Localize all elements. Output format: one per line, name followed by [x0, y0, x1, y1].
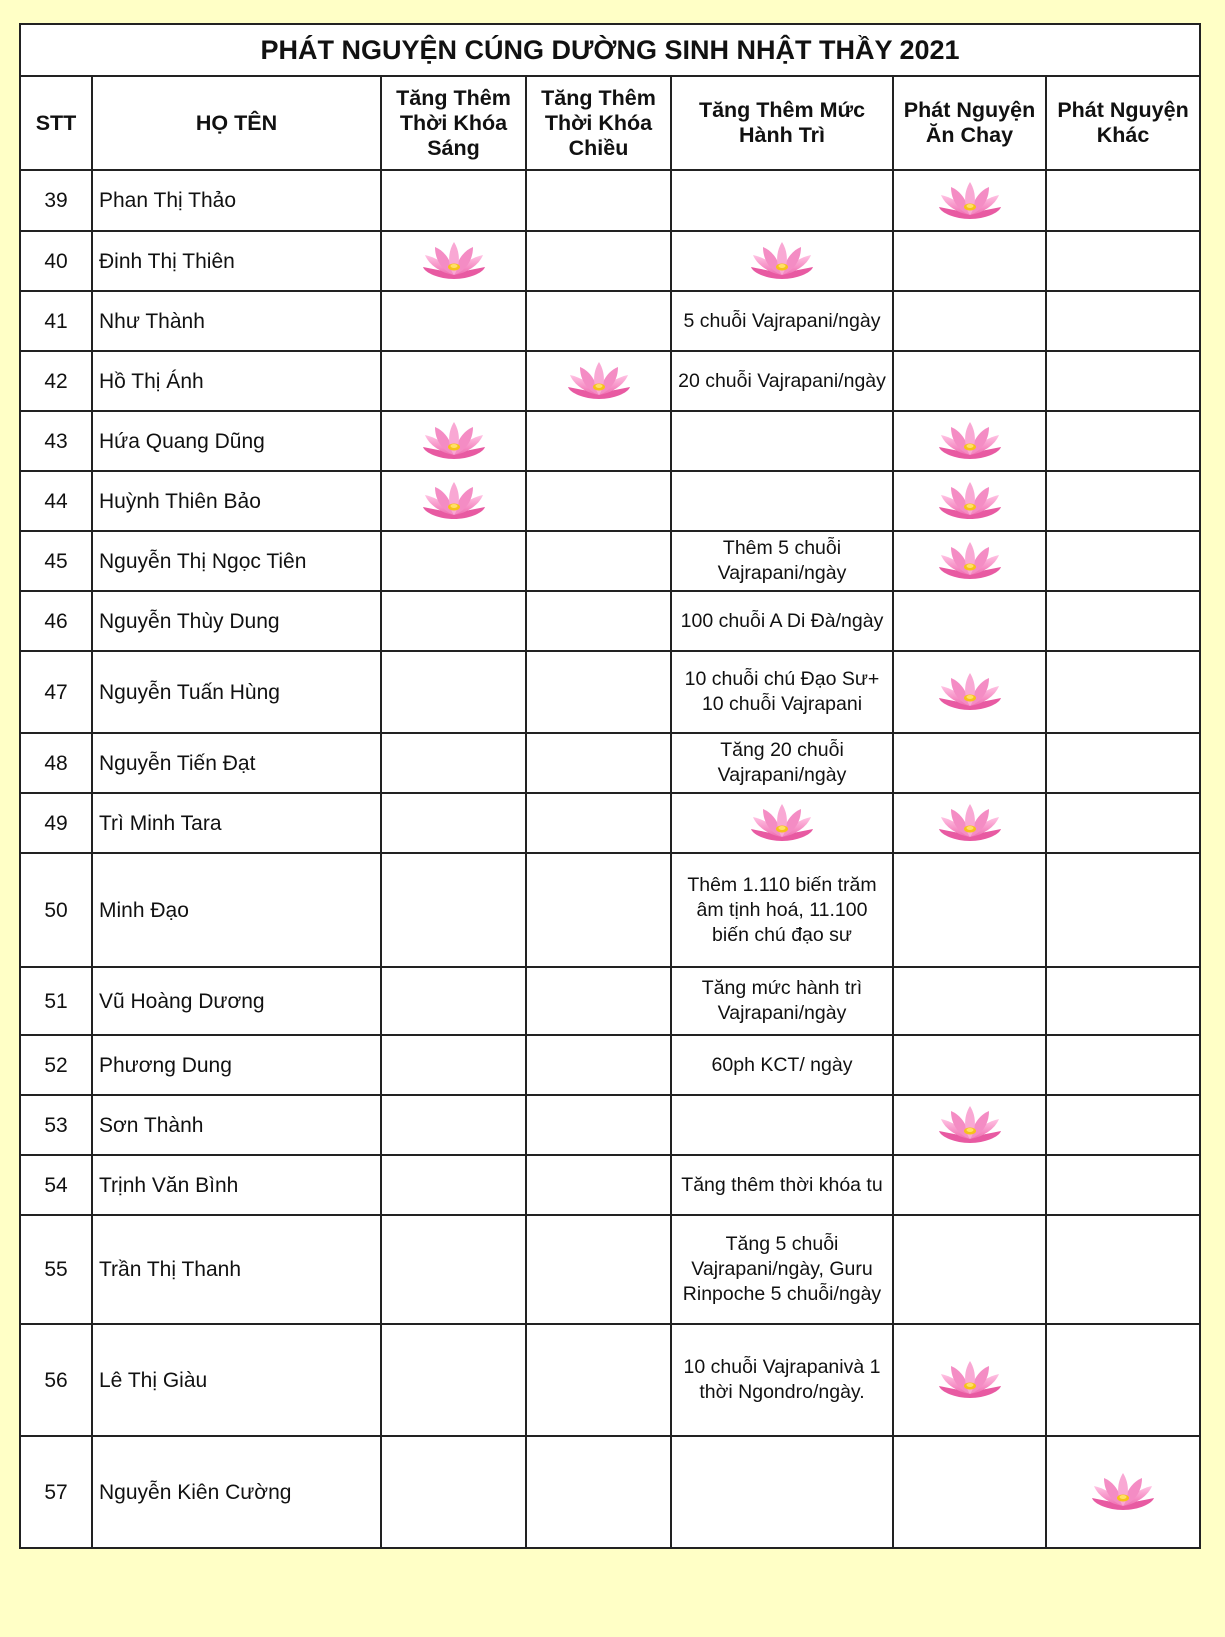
row-afternoon-cell: [526, 1215, 671, 1324]
row-morning-cell: [381, 1324, 526, 1436]
row-name: Lê Thị Giàu: [92, 1324, 381, 1436]
row-other-cell: [1046, 1095, 1200, 1155]
row-name: Trịnh Văn Bình: [92, 1155, 381, 1215]
table-row: [20, 1436, 1200, 1548]
table-title: PHÁT NGUYỆN CÚNG DƯỜNG SINH NHẬT THẦY 2021: [20, 24, 1200, 76]
row-vegetarian-cell: [893, 591, 1046, 651]
row-afternoon-cell: [526, 1095, 671, 1155]
row-other-cell: [1046, 170, 1200, 231]
row-name: Huỳnh Thiên Bảo: [92, 471, 381, 531]
row-afternoon-cell: [526, 853, 671, 967]
row-other-cell: [1046, 967, 1200, 1035]
header-stt: STT: [20, 76, 92, 170]
lotus-icon: [421, 479, 487, 523]
row-vegetarian-cell: [893, 1155, 1046, 1215]
row-other-cell: [1046, 1436, 1200, 1548]
row-afternoon-cell: [526, 967, 671, 1035]
row-other-cell: [1046, 1215, 1200, 1324]
table-row: [20, 531, 1200, 591]
row-other-cell: [1046, 1035, 1200, 1095]
row-vegetarian-cell: [893, 231, 1046, 291]
lotus-icon: [937, 1358, 1003, 1402]
row-practice-cell: 10 chuỗi chú Đạo Sư+ 10 chuỗi Vajrapani: [671, 651, 893, 733]
row-other-cell: [1046, 1324, 1200, 1436]
row-morning-cell: [381, 531, 526, 591]
table-row: [20, 1215, 1200, 1324]
lotus-icon: [1090, 1470, 1156, 1514]
row-morning-cell: [381, 471, 526, 531]
row-other-cell: [1046, 651, 1200, 733]
row-stt: 56: [20, 1324, 92, 1436]
lotus-icon: [749, 239, 815, 283]
row-afternoon-cell: [526, 291, 671, 351]
row-practice-cell: Tăng thêm thời khóa tu: [671, 1155, 893, 1215]
row-stt: 53: [20, 1095, 92, 1155]
table-row: [20, 1095, 1200, 1155]
lotus-icon: [421, 419, 487, 463]
lotus-icon: [937, 419, 1003, 463]
row-stt: 43: [20, 411, 92, 471]
row-name: Phương Dung: [92, 1035, 381, 1095]
row-name: Nguyễn Thị Ngọc Tiên: [92, 531, 381, 591]
row-morning-cell: [381, 231, 526, 291]
row-name: Vũ Hoàng Dương: [92, 967, 381, 1035]
row-practice-cell: 5 chuỗi Vajrapani/ngày: [671, 291, 893, 351]
row-vegetarian-cell: [893, 733, 1046, 793]
row-name: Như Thành: [92, 291, 381, 351]
row-name: Hứa Quang Dũng: [92, 411, 381, 471]
row-stt: 46: [20, 591, 92, 651]
row-name: Phan Thị Thảo: [92, 170, 381, 231]
row-stt: 47: [20, 651, 92, 733]
table-row: [20, 231, 1200, 291]
pledge-sheet: [19, 23, 1199, 1549]
header-practice: Tăng Thêm Mức Hành Trì: [671, 76, 893, 170]
row-practice-cell: Tăng mức hành trì Vajrapani/ngày: [671, 967, 893, 1035]
row-other-cell: [1046, 1155, 1200, 1215]
row-stt: 39: [20, 170, 92, 231]
row-stt: 50: [20, 853, 92, 967]
row-morning-cell: [381, 170, 526, 231]
row-morning-cell: [381, 733, 526, 793]
row-other-cell: [1046, 793, 1200, 853]
row-practice-cell: Tăng 5 chuỗi Vajrapani/ngày, Guru Rinpoche 5 chuỗi/ngày: [671, 1215, 893, 1324]
row-morning-cell: [381, 1035, 526, 1095]
row-afternoon-cell: [526, 651, 671, 733]
row-stt: 44: [20, 471, 92, 531]
row-name: Minh Đạo: [92, 853, 381, 967]
row-afternoon-cell: [526, 1155, 671, 1215]
row-stt: 45: [20, 531, 92, 591]
row-vegetarian-cell: [893, 531, 1046, 591]
row-name: Sơn Thành: [92, 1095, 381, 1155]
row-stt: 55: [20, 1215, 92, 1324]
row-practice-cell: 60ph KCT/ ngày: [671, 1035, 893, 1095]
row-vegetarian-cell: [893, 1215, 1046, 1324]
row-name: Nguyễn Tuấn Hùng: [92, 651, 381, 733]
header-morning: Tăng Thêm Thời Khóa Sáng: [381, 76, 526, 170]
row-stt: 57: [20, 1436, 92, 1548]
row-practice-cell: Thêm 5 chuỗi Vajrapani/ngày: [671, 531, 893, 591]
row-morning-cell: [381, 853, 526, 967]
row-afternoon-cell: [526, 231, 671, 291]
table-row: [20, 170, 1200, 231]
header-vegetarian: Phát Nguyện Ăn Chay: [893, 76, 1046, 170]
lotus-icon: [421, 239, 487, 283]
row-morning-cell: [381, 1436, 526, 1548]
row-name: Nguyễn Thùy Dung: [92, 591, 381, 651]
table-row: [20, 651, 1200, 733]
lotus-icon: [937, 179, 1003, 223]
row-afternoon-cell: [526, 1324, 671, 1436]
row-vegetarian-cell: [893, 1035, 1046, 1095]
row-other-cell: [1046, 351, 1200, 411]
row-afternoon-cell: [526, 170, 671, 231]
table-row: [20, 471, 1200, 531]
lotus-icon: [566, 359, 632, 403]
row-name: Hồ Thị Ánh: [92, 351, 381, 411]
row-vegetarian-cell: [893, 1436, 1046, 1548]
row-afternoon-cell: [526, 1035, 671, 1095]
row-practice-cell: [671, 170, 893, 231]
row-practice-cell: Thêm 1.110 biến trăm âm tịnh hoá, 11.100 biến chú đạo sư: [671, 853, 893, 967]
row-morning-cell: [381, 291, 526, 351]
row-stt: 40: [20, 231, 92, 291]
pledge-table: [19, 23, 1201, 1549]
row-stt: 41: [20, 291, 92, 351]
row-vegetarian-cell: [893, 291, 1046, 351]
row-morning-cell: [381, 591, 526, 651]
row-afternoon-cell: [526, 471, 671, 531]
lotus-icon: [749, 801, 815, 845]
table-row: [20, 853, 1200, 967]
row-morning-cell: [381, 793, 526, 853]
row-name: Nguyễn Kiên Cường: [92, 1436, 381, 1548]
lotus-icon: [937, 1103, 1003, 1147]
table-row: [20, 1324, 1200, 1436]
row-name: Nguyễn Tiến Đạt: [92, 733, 381, 793]
table-row: [20, 351, 1200, 411]
row-stt: 52: [20, 1035, 92, 1095]
table-body: [20, 170, 1200, 1548]
row-practice-cell: [671, 471, 893, 531]
row-practice-cell: 10 chuỗi Vajrapanivà 1 thời Ngondro/ngày.: [671, 1324, 893, 1436]
table-row: [20, 793, 1200, 853]
row-stt: 49: [20, 793, 92, 853]
table-row: [20, 291, 1200, 351]
row-afternoon-cell: [526, 351, 671, 411]
row-vegetarian-cell: [893, 411, 1046, 471]
row-morning-cell: [381, 967, 526, 1035]
row-vegetarian-cell: [893, 471, 1046, 531]
row-stt: 48: [20, 733, 92, 793]
table-row: [20, 591, 1200, 651]
row-practice-cell: 100 chuỗi A Di Đà/ngày: [671, 591, 893, 651]
row-other-cell: [1046, 853, 1200, 967]
header-afternoon: Tăng Thêm Thời Khóa Chiều: [526, 76, 671, 170]
header-other: Phát Nguyện Khác: [1046, 76, 1200, 170]
row-morning-cell: [381, 1155, 526, 1215]
row-name: Đinh Thị Thiên: [92, 231, 381, 291]
row-afternoon-cell: [526, 411, 671, 471]
row-afternoon-cell: [526, 591, 671, 651]
row-vegetarian-cell: [893, 351, 1046, 411]
table-row: [20, 733, 1200, 793]
row-afternoon-cell: [526, 793, 671, 853]
lotus-icon: [937, 539, 1003, 583]
row-vegetarian-cell: [893, 1324, 1046, 1436]
row-practice-cell: [671, 411, 893, 471]
row-other-cell: [1046, 733, 1200, 793]
row-afternoon-cell: [526, 531, 671, 591]
row-practice-cell: Tăng 20 chuỗi Vajrapani/ngày: [671, 733, 893, 793]
row-practice-cell: 20 chuỗi Vajrapani/ngày: [671, 351, 893, 411]
row-vegetarian-cell: [893, 1095, 1046, 1155]
row-vegetarian-cell: [893, 967, 1046, 1035]
row-morning-cell: [381, 351, 526, 411]
row-other-cell: [1046, 531, 1200, 591]
row-other-cell: [1046, 591, 1200, 651]
table-row: [20, 411, 1200, 471]
row-other-cell: [1046, 231, 1200, 291]
header-name: HỌ TÊN: [92, 76, 381, 170]
row-stt: 51: [20, 967, 92, 1035]
table-row: [20, 1155, 1200, 1215]
table-row: [20, 967, 1200, 1035]
row-other-cell: [1046, 411, 1200, 471]
lotus-icon: [937, 801, 1003, 845]
row-vegetarian-cell: [893, 651, 1046, 733]
row-vegetarian-cell: [893, 853, 1046, 967]
lotus-icon: [937, 479, 1003, 523]
row-practice-cell: [671, 231, 893, 291]
row-name: Trần Thị Thanh: [92, 1215, 381, 1324]
row-vegetarian-cell: [893, 793, 1046, 853]
row-morning-cell: [381, 1215, 526, 1324]
lotus-icon: [937, 670, 1003, 714]
row-other-cell: [1046, 291, 1200, 351]
row-other-cell: [1046, 471, 1200, 531]
row-afternoon-cell: [526, 733, 671, 793]
row-practice-cell: [671, 793, 893, 853]
row-stt: 54: [20, 1155, 92, 1215]
row-afternoon-cell: [526, 1436, 671, 1548]
row-morning-cell: [381, 1095, 526, 1155]
row-morning-cell: [381, 651, 526, 733]
row-morning-cell: [381, 411, 526, 471]
table-row: [20, 1035, 1200, 1095]
row-name: Trì Minh Tara: [92, 793, 381, 853]
row-stt: 42: [20, 351, 92, 411]
row-practice-cell: [671, 1095, 893, 1155]
row-practice-cell: [671, 1436, 893, 1548]
row-vegetarian-cell: [893, 170, 1046, 231]
